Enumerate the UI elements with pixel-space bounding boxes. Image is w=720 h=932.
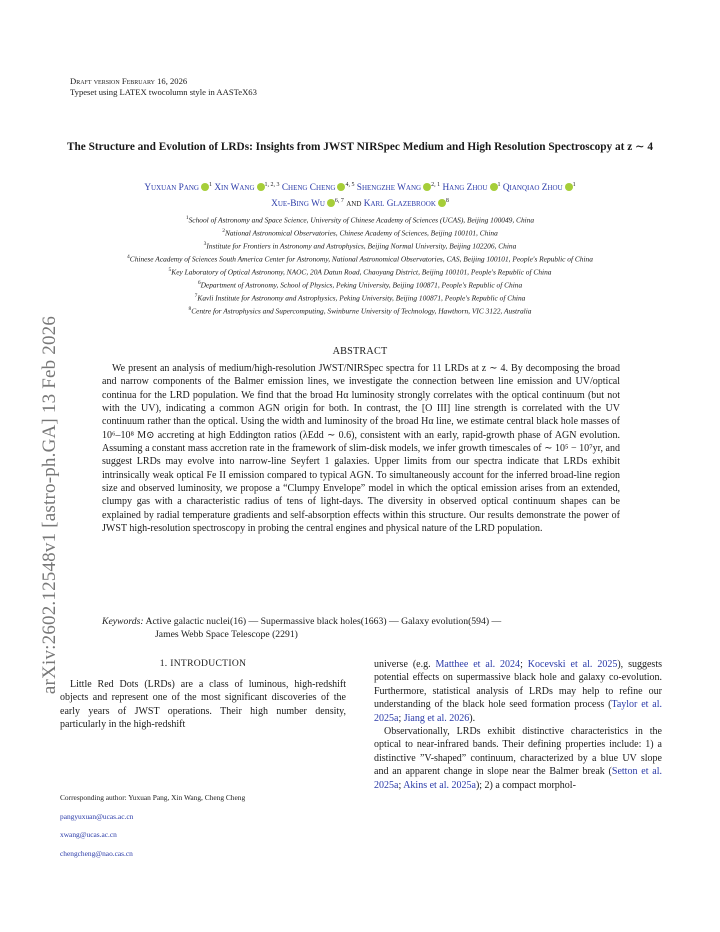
keywords-label: Keywords: bbox=[102, 616, 144, 627]
affiliation-text: School of Astronomy and Space Science, University of Chinese Academy of Sciences (UCAS), Beijing 100049, China bbox=[188, 215, 535, 225]
affiliation-text: Centre for Astrophysics and Supercomputing, Swinburne University of Technology, Hawthorn, VIC 3122, Australia bbox=[191, 306, 532, 316]
preamble bbox=[70, 76, 257, 98]
author-name[interactable]: Yuxuan Pang bbox=[144, 183, 199, 194]
affiliation bbox=[60, 278, 660, 291]
citation-link[interactable]: Taylor et al. 2025a bbox=[374, 699, 662, 724]
orcid-icon[interactable] bbox=[565, 183, 573, 191]
author-name[interactable]: Cheng Cheng bbox=[281, 183, 336, 194]
author-line-2 bbox=[60, 195, 660, 211]
author-affil: 1 bbox=[572, 182, 576, 188]
text-run: universe (e.g. bbox=[374, 659, 436, 670]
email-link[interactable]: chengcheng@nao.cas.cn bbox=[60, 848, 133, 858]
affiliation-number: 5 bbox=[168, 267, 172, 274]
author-affil: 8 bbox=[445, 198, 449, 205]
author-name[interactable]: Xue-Bing Wu bbox=[271, 199, 325, 210]
author-name[interactable]: Hang Zhou bbox=[442, 183, 488, 194]
affiliation-text: Key Laboratory of Optical Astronomy, NAOC, 20A Datun Road, Chaoyang District, Beijing 100101, People's Republic of China bbox=[171, 267, 552, 277]
email-link[interactable]: pangyuxuan@ucas.ac.cn bbox=[60, 811, 134, 821]
text-run: ), suggests potential effects on supermassive black hole and galaxy co-evolution. Furthermore, statistical analysis of LRDs may help to refine our understanding of the black hole seed formation process ( bbox=[374, 659, 662, 711]
email-link[interactable]: xwang@ucas.ac.cn bbox=[60, 830, 117, 839]
author-affil: 1 bbox=[497, 182, 501, 188]
affiliation-text: Chinese Academy of Sciences South America Center for Astronomy, National Astronomical Observatories, CAS, Beijing 100101, People's Republic of China bbox=[129, 254, 593, 264]
affiliation-text: Kavli Institute for Astronomy and Astrophysics, Peking University, Beijing 100871, People's Republic of China bbox=[197, 293, 526, 303]
author-affil: 6, 7 bbox=[334, 198, 344, 205]
paragraph-continued: universe (e.g. Matthee et al. 2024; Kocevski et al. 2025), suggests potential effects on supermassive black hole and galaxy co-evolution. Furthermore, statistical analysis of LRDs may help to refine our understanding of the black hole seed formation process (Taylor et al. 2025a; Jiang et al. 2026). bbox=[374, 659, 662, 724]
orcid-icon[interactable] bbox=[490, 183, 498, 191]
section-title: 1. INTRODUCTION bbox=[159, 658, 247, 669]
author-affil: 4, 5 bbox=[345, 182, 355, 188]
author-affil: 2, 1 bbox=[431, 182, 441, 188]
author-affil: 1 bbox=[208, 182, 212, 188]
and-word: and bbox=[346, 199, 362, 210]
text-run: Observationally, LRDs exhibit distinctive characteristics in the optical to near-infrared bands. Their defining properties include: 1) a distinctive ”V-shaped” continuum, characterized by a blue UV slope and an apparent change in slope near the Balmer break ( bbox=[374, 726, 662, 778]
affiliation-number: 2 bbox=[222, 228, 225, 235]
affiliation bbox=[60, 265, 660, 278]
citation-link[interactable]: Matthee et al. 2024 bbox=[435, 659, 521, 670]
paper-title: The Structure and Evolution of LRDs: Insights from JWST NIRSpec Medium and High Resolution Spectroscopy at z ∼ 4 bbox=[66, 141, 654, 153]
typeset-note: Typeset using LATEX twocolumn style in AASTeX63 bbox=[70, 87, 257, 97]
keywords-line-1: Active galactic nuclei(16) — Supermassive black holes(1663) — Galaxy evolution(594) — bbox=[145, 616, 502, 627]
author-list bbox=[60, 179, 660, 212]
affiliation bbox=[60, 213, 660, 226]
abstract-heading: ABSTRACT bbox=[332, 346, 388, 357]
affiliation-text: Department of Astronomy, School of Physics, Peking University, Beijing 100871, People's Republic of China bbox=[200, 280, 523, 290]
affiliations bbox=[60, 213, 660, 318]
citation-link[interactable]: Akins et al. 2025a bbox=[403, 779, 476, 791]
affiliation-number: 8 bbox=[188, 306, 192, 313]
intro-paragraph: Little Red Dots (LRDs) are a class of luminous, high-redshift objects and represent one of the most significant discoveries of the early years of JWST operations. Their high number density, particularly in the high-redshift bbox=[60, 679, 346, 731]
orcid-icon[interactable] bbox=[337, 183, 345, 191]
orcid-icon[interactable] bbox=[327, 199, 335, 207]
paragraph-observational: Observationally, LRDs exhibit distinctive characteristics in the optical to near-infrared bands. Their defining properties include: 1) a distinctive ”V-shaped” continuum, characterized by a blue UV slope and an apparent change in slope near the Balmer break (Setton et al. 2025a; Akins et al. 2025a); 2) a compact morphol- bbox=[374, 726, 662, 791]
orcid-icon[interactable] bbox=[423, 183, 431, 191]
orcid-icon[interactable] bbox=[257, 183, 265, 191]
text-run: ); 2) a compact morphol- bbox=[475, 779, 576, 791]
affiliation-number: 7 bbox=[194, 293, 198, 300]
intro-column-right bbox=[374, 658, 662, 792]
affiliation-number: 3 bbox=[203, 241, 207, 248]
affiliation-number: 1 bbox=[185, 215, 189, 221]
abstract-text: We present an analysis of medium/high-resolution JWST/NIRSpec spectra for 11 LRDs at z ∼ 4. By decomposing the broad and narrow components of the Balmer emission lines, we investigate the connection between line emission and UV/optical continua for the LRD population. We find that the broad Hα luminosity strongly correlates with the optical continuum (but not with the UV), indicating a common AGN origin for both. In contrast, the [O III] line strength is correlated with the UV continuum rather than the optical. Using the width and luminosity of the broad Hα line, we estimate central black hole masses of 10⁶–10⁸ M⊙ accreting at high Eddington ratios (λEdd ∼ 0.6), consistent with an early, rapid-growth phase of AGN evolution. Assuming a constant mass accretion rate in the framework of slim-disk models, we infer growth timescales of ∼ 10⁵ − 10⁷yr, and suggest LRDs may evolve into narrow-line Seyfert 1 galaxies. Upper limits from our spectra indicate that LRDs exhibit intrinsically weak optical Fe II emission compared to typical AGN. To simultaneously account for the inferred broad-line region size and observed luminosity, we propose a “Clumpy Envelope” model in which the optical emission arises from an extended, clumpy gas with a characteristic radius of tens of light-days. The diversity in observed optical continuum shapes can be explained by radial temperature gradients and self-absorption effects within this structure. Our results demonstrate the power of JWST high-resolution spectroscopy in probing the central engines and physical nature of the LRD population. bbox=[102, 363, 620, 535]
affiliation bbox=[60, 304, 660, 317]
draft-version: Draft version February 16, 2026 bbox=[70, 76, 188, 86]
author-affil: 1, 2, 3 bbox=[264, 182, 280, 188]
keywords-line-2: James Webb Space Telescope (2291) bbox=[155, 629, 298, 641]
affiliation bbox=[60, 291, 660, 304]
author-line-1 bbox=[60, 179, 660, 195]
corresponding-author bbox=[60, 793, 346, 867]
author-name[interactable]: Xin Wang bbox=[214, 183, 255, 194]
text-run: ). bbox=[469, 712, 476, 724]
affiliation-number: 6 bbox=[197, 280, 201, 287]
keywords bbox=[102, 615, 620, 642]
affiliation-text: National Astronomical Observatories, Chinese Academy of Sciences, Beijing 100101, China bbox=[224, 228, 498, 238]
affiliation bbox=[60, 239, 660, 252]
affiliation-number: 4 bbox=[127, 254, 130, 261]
affiliation bbox=[60, 252, 660, 265]
citation-link[interactable]: Setton et al. 2025a bbox=[374, 766, 662, 791]
affiliation-text: Institute for Frontiers in Astronomy and Astrophysics, Beijing Normal University, Beijing 102206, China bbox=[206, 241, 517, 251]
orcid-icon[interactable] bbox=[201, 183, 209, 191]
affiliation bbox=[60, 226, 660, 239]
intro-column-left bbox=[60, 678, 346, 732]
arxiv-stamp: arXiv:2602.12548v1 [astro-ph.GA] 13 Feb 2026 bbox=[39, 315, 60, 695]
corresponding-text: Corresponding author: Yuxuan Pang, Xin Wang, Cheng Cheng bbox=[60, 793, 246, 802]
author-name[interactable]: Shengzhe Wang bbox=[356, 183, 422, 194]
citation-link[interactable]: Kocevski et al. 2025 bbox=[527, 659, 618, 670]
author-name[interactable]: Qianqiao Zhou bbox=[502, 183, 563, 194]
orcid-icon[interactable] bbox=[438, 199, 446, 207]
citation-link[interactable]: Jiang et al. 2026 bbox=[403, 712, 470, 724]
author-name[interactable]: Karl Glazebrook bbox=[363, 199, 436, 210]
